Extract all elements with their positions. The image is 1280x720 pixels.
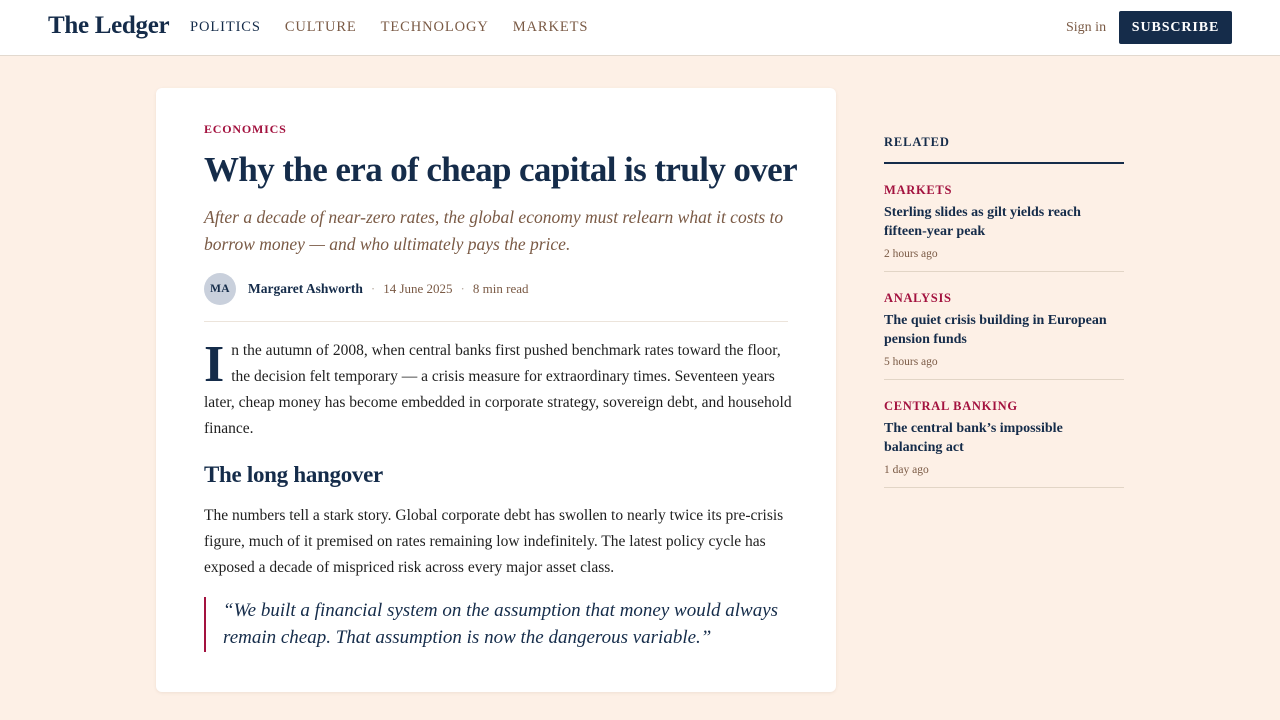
section-heading: The long hangover — [204, 462, 383, 487]
related-item-category: ANALYSIS — [884, 291, 952, 305]
meta-separator: · — [370, 281, 376, 296]
nav-item-politics[interactable]: POLITICS — [190, 19, 261, 35]
meta-separator: · — [460, 281, 465, 296]
nav-item-markets[interactable]: MARKETS — [512, 19, 589, 35]
byline-divider — [204, 321, 788, 322]
drop-cap: I — [204, 336, 225, 393]
author-avatar: MA — [204, 273, 236, 305]
related-heading: RELATED — [884, 135, 1124, 164]
subscribe-button[interactable]: SUBSCRIBE — [1119, 11, 1232, 44]
publish-date: 14 June 2025 — [383, 281, 453, 296]
related-sidebar — [884, 135, 1124, 488]
site-logo[interactable]: The Ledger — [48, 12, 170, 39]
related-item-time: 5 hours ago — [884, 356, 938, 368]
nav-item-technology[interactable]: TECHNOLOGY — [380, 19, 489, 35]
related-item-title[interactable]: Sterling slides as gilt yields reach fifteen-year peak — [884, 205, 1081, 239]
related-item[interactable] — [884, 380, 1124, 488]
article-category[interactable]: ECONOMICS — [204, 122, 287, 136]
top-navigation-bar — [0, 0, 1280, 56]
article-subtitle: After a decade of near-zero rates, the global economy must relearn what it costs to borrow money — and who ultimately pays the price. — [204, 207, 784, 254]
article-paragraph-1 — [204, 338, 794, 442]
article-card — [156, 88, 836, 692]
related-item-title[interactable]: The central bank’s impossible balancing act — [884, 421, 1063, 455]
paragraph-1-text: n the autumn of 2008, when central banks first pushed benchmark rates toward the floor, the decision felt temporary — a crisis measure for extraordinary times. Seventeen years later, cheap money has become embedded in corporate strategy, sovereign debt, and household finance. — [204, 342, 792, 437]
article-title: Why the era of cheap capital is truly over — [204, 150, 798, 189]
related-item[interactable] — [884, 272, 1124, 380]
related-item-time: 1 day ago — [884, 464, 929, 476]
main-nav — [190, 19, 612, 36]
article-paragraph-2: The numbers tell a stark story. Global corporate debt has swollen to nearly twice its pre-crisis figure, much of it premised on rates remaining low indefinitely. The latest policy cycle has exposed a decade of mispriced risk across every major asset class. — [204, 507, 784, 576]
byline — [204, 273, 528, 305]
author-name[interactable]: Margaret Ashworth — [248, 281, 363, 296]
read-time: 8 min read — [472, 281, 529, 296]
pull-quote: “We built a financial system on the assumption that money would always remain cheap. That assumption is now the dangerous variable.” — [204, 597, 790, 652]
nav-item-culture[interactable]: CULTURE — [284, 19, 357, 35]
related-item-category: CENTRAL BANKING — [884, 399, 1018, 413]
related-item-time: 2 hours ago — [884, 248, 938, 260]
related-item-category: MARKETS — [884, 183, 953, 197]
sign-in-link[interactable]: Sign in — [1066, 20, 1107, 35]
related-item[interactable] — [884, 164, 1124, 272]
related-item-title[interactable]: The quiet crisis building in European pension funds — [884, 313, 1107, 347]
